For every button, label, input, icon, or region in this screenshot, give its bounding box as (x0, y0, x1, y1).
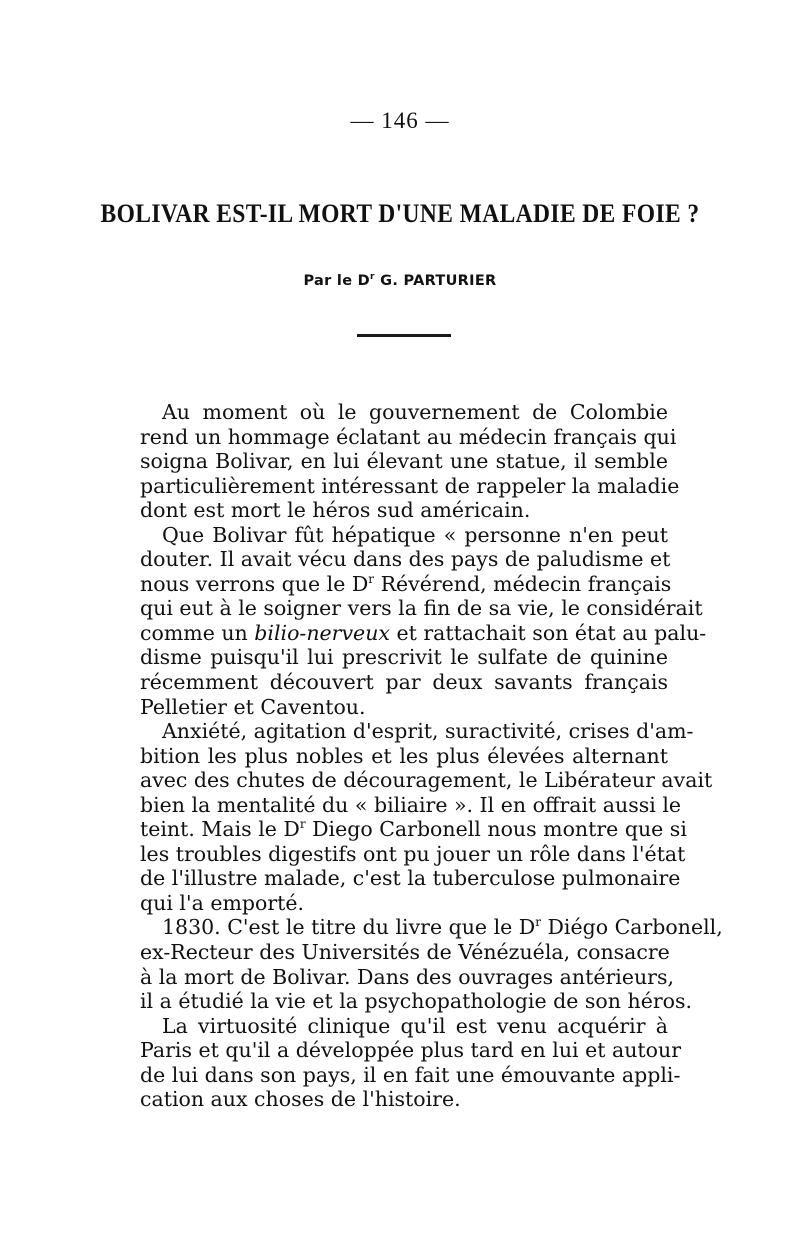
text-line: de l'illustre malade, c'est la tuberculose pulmonaire (140, 866, 681, 891)
text-segment: Diégo Carbonell, (540, 915, 723, 940)
text-line: qui eut à le soigner vers la fin de sa vie, le considérait (140, 596, 703, 621)
superscript: r (535, 915, 541, 930)
text-line: particulièrement intéressant de rappeler la maladie (140, 473, 680, 498)
text-line: dont est mort le héros sud américain. (140, 498, 531, 523)
text-line: Paris et qu'il a développée plus tard en lui et autour (140, 1038, 681, 1063)
byline-author: G. PARTURIER (374, 272, 497, 289)
text-line: il a étudié la vie et la psychopathologie de son héros. (140, 989, 692, 1014)
paragraph-3 (140, 719, 713, 915)
text-line: La virtuosité clinique qu'il est venu acquérir à (162, 1013, 668, 1038)
text-line: rend un hommage éclatant au médecin français qui (140, 424, 677, 449)
text-line: de lui dans son pays, il en fait une émouvante appli- (140, 1062, 681, 1087)
byline-prefix: Par le D (303, 272, 371, 289)
text-line: disme puisqu'il lui prescrivit le sulfate de quinine (140, 645, 668, 670)
text-line: bition les plus nobles et les plus élevées alternant (140, 743, 668, 768)
byline-superscript: r (370, 272, 375, 282)
text-line: bien la mentalité du « biliaire ». Il en offrait aussi le (140, 792, 682, 817)
text-line: douter. Il avait vécu dans des pays de paludisme et (140, 547, 671, 572)
text-segment: teint. Mais le D (140, 817, 300, 842)
text-segment: Révérend, médecin français (374, 571, 672, 596)
text-line: ex-Recteur des Universités de Vénézuéla, consacre (140, 940, 670, 965)
text-line: cation aux choses de l'histoire. (140, 1087, 461, 1112)
text-line: les troubles digestifs ont pu jouer un rôle dans l'état (140, 841, 686, 866)
title-rule (357, 334, 451, 337)
article-title: BOLIVAR EST-IL MORT D'UNE MALADIE DE FOIE ? (100, 199, 700, 229)
paragraph-1 (140, 400, 680, 523)
text-line (140, 571, 672, 597)
paragraph-4 (140, 915, 723, 1014)
text-segment: nous verrons que le D (140, 571, 369, 596)
italic-term: bilio-nerveux (254, 620, 390, 645)
text-line: récemment découvert par deux savants français (140, 670, 668, 695)
text-line: avec des chutes de découragement, le Libérateur avait (140, 768, 713, 793)
superscript: r (368, 572, 375, 586)
text-line: soigna Bolivar, en lui élevant une statue, il semble (140, 449, 668, 474)
text-segment: 1830. C'est le titre du livre que le D (162, 915, 536, 940)
text-line (140, 620, 707, 646)
text-segment: Diego Carbonell nous montre que si (305, 817, 687, 842)
text-line: à la mort de Bolivar. Dans des ouvrages antérieurs, (140, 964, 674, 989)
text-line: Anxiété, agitation d'esprit, suractivité, crises d'am- (162, 719, 694, 744)
text-line: qui l'a emporté. (140, 890, 305, 915)
body-text (140, 400, 723, 1112)
superscript: r (299, 817, 306, 832)
byline (0, 272, 800, 289)
text-line: Que Bolivar fût hépatique « personne n'en peut (162, 522, 668, 547)
text-line: Pelletier et Caventou. (140, 694, 366, 719)
text-line (140, 915, 723, 940)
paragraph-2 (140, 522, 707, 719)
page-number: — 146 — (350, 108, 450, 133)
text-segment: et rattachait son état au palu- (389, 620, 707, 645)
text-line (140, 817, 687, 842)
text-segment: comme un (140, 620, 255, 645)
paragraph-5 (140, 1013, 681, 1112)
text-line: Au moment où le gouvernement de Colombie (162, 400, 668, 424)
